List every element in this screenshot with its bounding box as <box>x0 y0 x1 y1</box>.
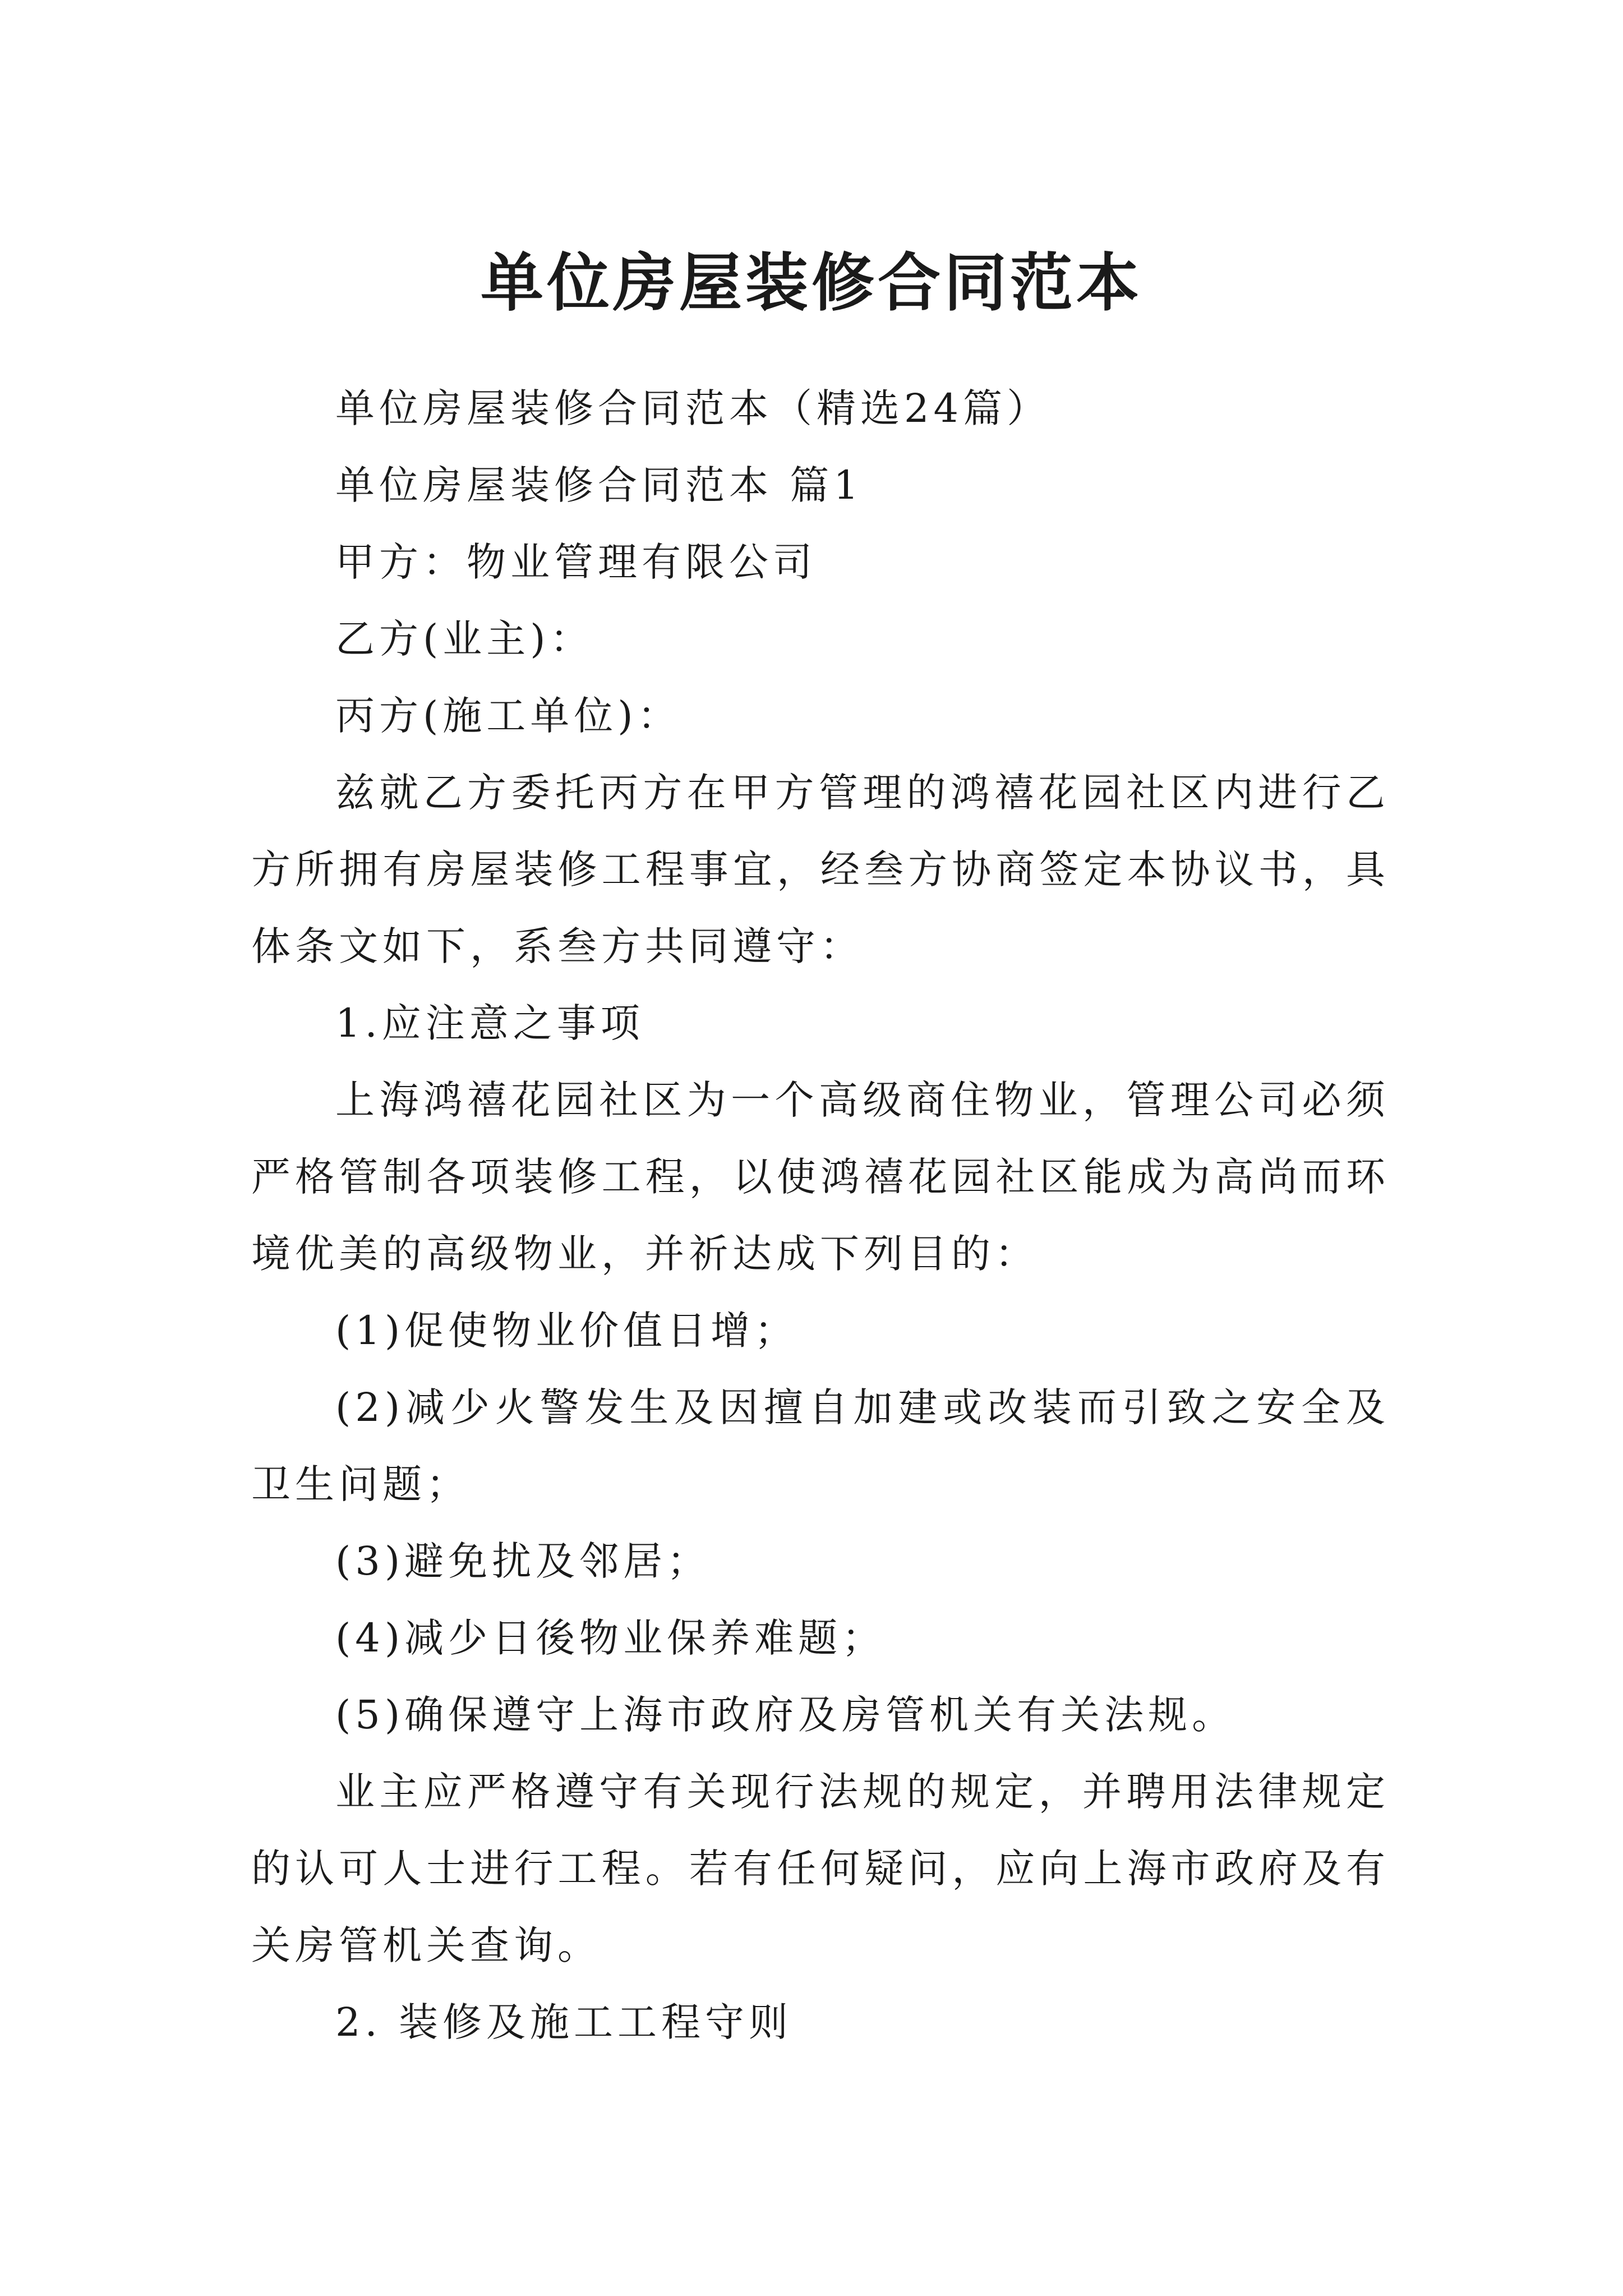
paragraph-section-heading: 单位房屋装修合同范本 篇1 <box>335 462 863 508</box>
document-title: 单位房屋装修合同范本 <box>481 246 1142 320</box>
paragraph-compliance: 业主应严格遵守有关现行法规的规定，并聘用法律规定的认可人士进行工程。若有任何疑问，应向上海市政府及有关房管机关查询。 <box>251 1769 1390 1968</box>
paragraph-item-2: (2)减少火警发生及因擅自加建或改装而引致之安全及卫生问题； <box>251 1384 1390 1507</box>
paragraph-item-1: (1)促使物业价值日增； <box>335 1308 799 1354</box>
paragraph-party-c: 丙方(施工单位)： <box>335 693 681 739</box>
paragraph-clause-1-body: 上海鸿禧花园社区为一个高级商住物业，管理公司必须严格管制各项装修工程，以使鸿禧花园社区能成为高尚而环境优美的高级物业，并祈达成下列目的： <box>251 1077 1390 1277</box>
paragraph-item-3: (3)避免扰及邻居； <box>335 1538 711 1584</box>
paragraph-item-5: (5)确保遵守上海市政府及房管机关有关法规。 <box>335 1692 1236 1738</box>
paragraph-party-b: 乙方(业主)： <box>335 616 594 662</box>
paragraph-subtitle: 单位房屋装修合同范本（精选24篇） <box>335 385 1051 431</box>
paragraph-clause-2-heading: 2. 装修及施工工程守则 <box>335 1999 793 2045</box>
document-body <box>251 370 1390 2061</box>
paragraph-clause-1-heading: 1.应注意之事项 <box>335 1000 644 1046</box>
paragraph-item-4: (4)减少日後物业保养难题； <box>335 1615 886 1661</box>
paragraph-intro: 兹就乙方委托丙方在甲方管理的鸿禧花园社区内进行乙方所拥有房屋装修工程事宜，经叁方协商签定本协议书，具体条文如下，系叁方共同遵守： <box>251 770 1390 969</box>
paragraph-party-a: 甲方：物业管理有限公司 <box>335 539 817 585</box>
